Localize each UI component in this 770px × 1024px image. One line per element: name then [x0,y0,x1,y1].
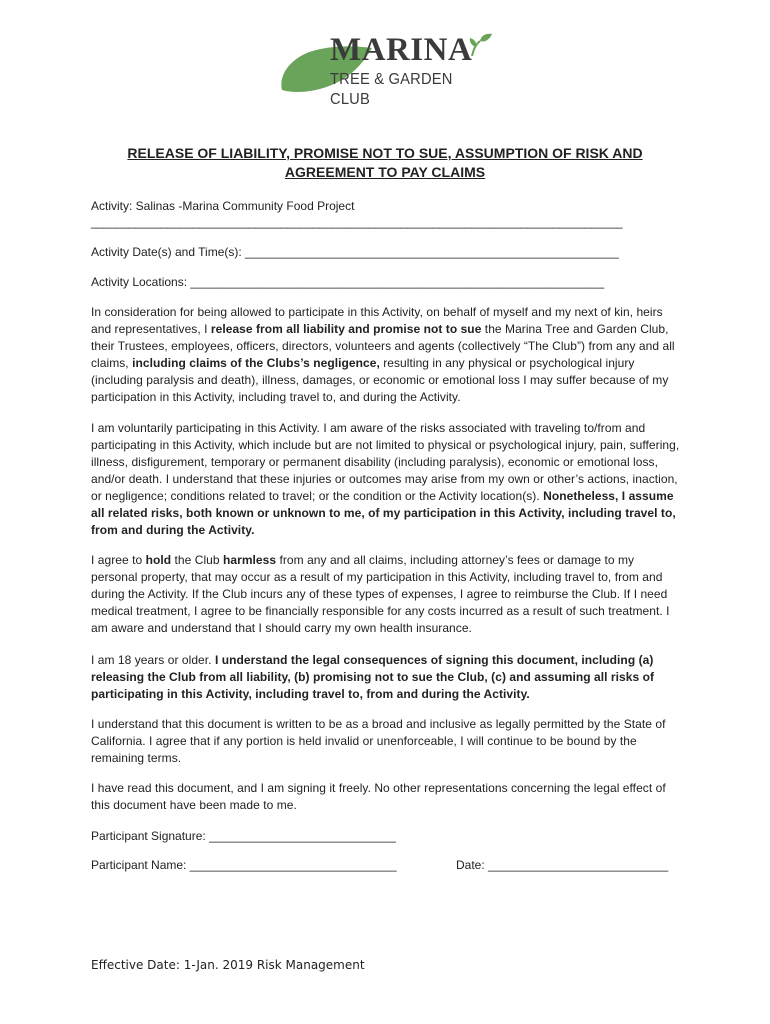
activity-underline[interactable]: ____________________________________________________________________________________ [91,215,623,229]
p3-text-d: from any and all claims, including attorney’s fees or damage to my personal property, that may occur as a result of my participation in this Activity, including travel to, from and during the Activity. If the Club incurs any of these types of expenses, I agree to reimburse the Club. If I need medical treatment, I agree to be financially responsible for any costs incurred as a result of such treatment. I am aware and understand that I should carry my own health insurance. [91,553,670,635]
paragraph-california: I understand that this document is written to be as a broad and inclusive as legally permitted by the State of California. I agree that if any portion is held invalid or unenforceable, I will continue to be bound by the remaining terms. [91,717,666,765]
p3-bold-hold: hold [145,553,172,567]
club-logo [278,32,494,108]
document-title [92,144,678,182]
paragraph-risk [91,420,681,539]
date-field[interactable]: Date: ___________________________ [456,858,669,872]
p3-text-c: the Club [171,553,223,567]
activity-dates-field[interactable]: Activity Date(s) and Time(s): ________________________________________________________ [91,245,619,259]
paragraph-read-freely: I have read this document, and I am signing it freely. No other representations concerning the legal effect of this document have been made to me. [91,781,666,812]
logo-subtitle: TREE & GARDEN CLUB [330,71,453,108]
activity-locations-field[interactable]: Activity Locations: ______________________________________________________________ [91,275,605,289]
p2-text-a: I am voluntarily participating in this Activity. I am aware of the risks associated with traveling to/from and participating in this Activity, which include but are not limited to physical or psychological injury, pain, suffering, illness, disfigurement, temporary or permanent disability (including paralysis), economic or emotional loss, and/or death. I understand that these injuries or outcomes may arise from my own or other’s actions, inaction, or negligence; conditions related to travel; or the condition or the Activity location(s). [91,421,680,503]
paragraph-age [91,652,681,703]
logo-name: MARINA [330,32,473,68]
activity-line: Activity: Salinas -Marina Community Food Project [91,199,355,213]
footer-effective-date: Effective Date: 1-Jan. 2019 Risk Management [91,958,365,972]
p1-text-a: In consideration for being allowed to participate in this Activity, on behalf of myself and my next of kin, heirs and representatives, I [91,305,663,336]
participant-name-field[interactable]: Participant Name: _______________________________ [91,858,397,872]
p1-text-c: the Marina Tree and Garden Club, their Trustees, employees, officers, directors, volunteers and agents (collectively “The Club”) from any and all claims, [91,322,675,370]
participant-signature-field[interactable]: Participant Signature: ____________________________ [91,829,396,843]
p1-text-d: resulting in any physical or psychological injury (including paralysis and death), illness, damages, or economic or emotional loss I may suffer because of my participation in this Activity, including travel to, and during the Activity. [91,356,669,404]
p4-bold-consequences: I understand the legal consequences of signing this document, including (a) releasing the Club from all liability, (b) promising not to sue the Club, (c) and assuming all risks of participating in this Activity, including travel to, from and during the Activity. [91,653,654,701]
p1-bold-release: release from all liability and promise not to sue [210,322,482,336]
p1-bold-negligence: including claims of the Clubs’s negligence, [132,356,380,370]
p3-bold-harmless: harmless [223,553,277,567]
p4-text-a: I am 18 years or older. [91,653,215,667]
paragraph-hold-harmless [91,552,681,637]
p2-bold-assume-risks: Nonetheless, I assume all related risks, both known or unknown to me, of my participation in this Activity, including travel to, from and during the Activity. [91,489,676,537]
paragraph-release [91,304,681,406]
title-line-2: AGREEMENT TO PAY CLAIMS [284,164,486,180]
title-line-1: RELEASE OF LIABILITY, PROMISE NOT TO SUE, ASSUMPTION OF RISK AND [127,145,643,161]
p3-text-a: I agree to [91,553,146,567]
